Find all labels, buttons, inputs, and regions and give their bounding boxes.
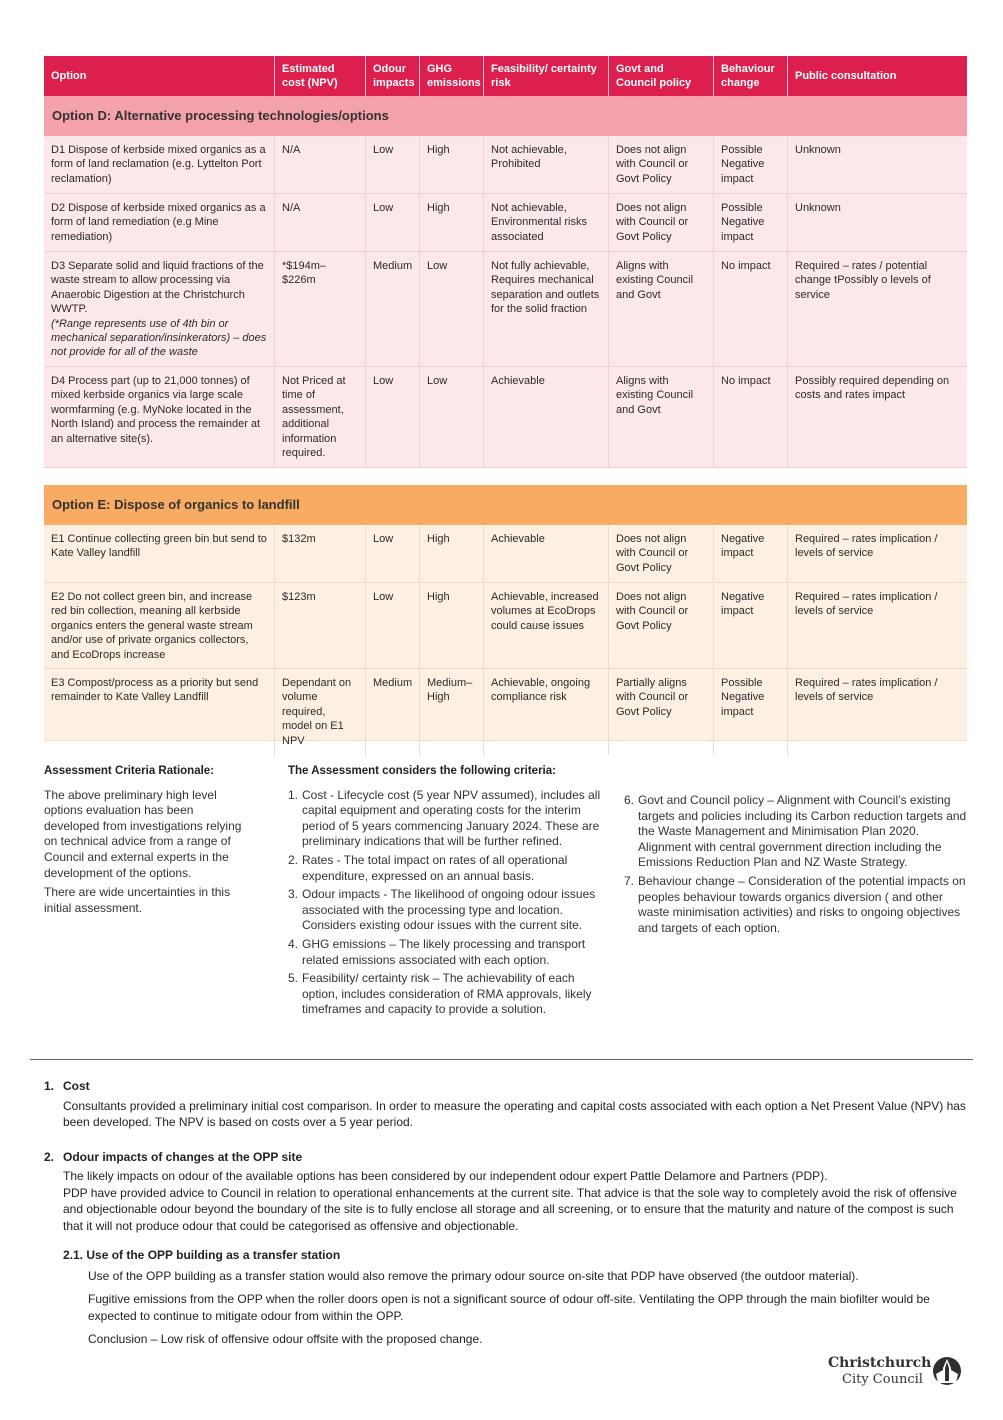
criteria-list-right (624, 793, 969, 939)
behaviour-cell: No impact (714, 367, 788, 467)
table-row (44, 136, 967, 194)
table-row (44, 194, 967, 252)
ghg-cell: High (420, 583, 484, 669)
rationale-heading: Assessment Criteria Rationale: (44, 765, 215, 777)
odour-paragraph: PDP have provided advice to Council in relation to operational enhancements at the current site. That advice is that the sole way to completely avoid the risk of offensive and objectionable odour beyond the boundary of the site is to fully enclose all storage and all screening, or to ensure that the maturity and nature of the compost is such that it will not produce odour that could be categorised as offensive and objectionable. (63, 1185, 957, 1233)
conclusion-paragraph: Conclusion – Low risk of offensive odour offsite with the proposed change. (88, 1332, 483, 1346)
item-text: GHG emissions – The likely processing and transport related emissions associated with each option. (302, 936, 586, 967)
ghg-cell: High (420, 525, 484, 582)
logo-line-1: Christchurch (828, 1355, 932, 1371)
policy-cell: Does not align with Council or Govt Policy (609, 525, 714, 582)
odour-cell: Low (366, 194, 420, 251)
cost-cell: Not Priced at time of assessment, additional information required. (275, 367, 366, 467)
option-cell: D4 Process part (up to 21,000 tonnes) of mixed kerbside organics via large scale wormfarming (e.g. MyNoke located in the North Island) and process the remainder at an alternative site(s). (44, 367, 275, 467)
cost-paragraph: Consultants provided a preliminary initial cost comparison. In order to measure the operating and capital costs associated with each option a Net Present Value (NPV) has been developed. The NPV is based on costs over a 5 year period. (63, 1098, 966, 1129)
policy-cell: Does not align with Council or Govt Policy (609, 136, 714, 193)
criteria-item (288, 853, 608, 884)
consultation-cell: Unknown (795, 202, 841, 214)
section-number: 1. (44, 1079, 55, 1093)
behaviour-cell: Possible Negative impact (714, 136, 788, 193)
criteria-item (624, 793, 969, 871)
feasibility-cell: Not fully achievable, Requires mechanical separation and outlets for the solid fraction (484, 252, 609, 367)
table-header (44, 56, 967, 96)
criteria-item (288, 937, 608, 968)
policy-cell: Aligns with existing Council and Govt (609, 252, 714, 367)
consultation-cell: Required – rates implication / levels of service (795, 677, 938, 704)
option-note: (*Range represents use of 4th bin or mechanical separation/insinkerators) – does not provide for all of the waste (51, 317, 267, 359)
item-number: 2. (288, 852, 299, 867)
item-text: Cost - Lifecycle cost (5 year NPV assumed), includes all capital equipment and operating costs for the interim period of 5 years commencing January 2024. These are preliminary indications that will be further refined. (302, 787, 601, 849)
cost-cell: N/A (275, 136, 366, 193)
odour-cell: Low (366, 136, 420, 193)
item-number: 5. (288, 971, 299, 986)
subsection-heading: 2.1. Use of the OPP building as a transfer station (63, 1248, 341, 1262)
table-row (44, 367, 967, 468)
col-ghg: GHG emissions (420, 56, 484, 96)
item-number: 6. (624, 793, 635, 807)
consultation-cell: Required – rates implication / levels of service (795, 533, 938, 560)
criteria-item (288, 887, 608, 934)
odour-cell: Medium (366, 252, 420, 367)
cathedral-icon (932, 1356, 962, 1388)
option-cell: E2 Do not collect green bin, and increase red bin collection, meaning all kerbside organics enters the general waste stream and/or use of private organics collectors, and EcoDrops increase (44, 583, 275, 669)
section-divider (30, 1059, 973, 1060)
cost-cell: Dependant on volume required, model on E1 NPV (275, 669, 366, 755)
rationale-paragraph: The above preliminary high level options evaluation has been developed from investigations relying on technical advice from a range of Council and external experts in the development of the options. (44, 787, 242, 880)
item-number: 4. (288, 936, 299, 951)
ghg-cell: High (420, 136, 484, 193)
policy-cell: Does not align with Council or Govt Policy (609, 194, 714, 251)
criteria-item (288, 788, 608, 850)
ghg-cell: Medium–High (420, 669, 484, 755)
item-number: 3. (288, 887, 299, 902)
option-e-title: Option E: Dispose of organics to landfill (44, 485, 967, 525)
behaviour-cell: No impact (714, 252, 788, 367)
table-row (44, 525, 967, 583)
table-row (44, 252, 967, 367)
feasibility-cell: Not achievable, Prohibited (484, 136, 609, 193)
policy-cell: Does not align with Council or Govt Policy (609, 583, 714, 669)
feasibility-cell: Achievable (484, 525, 609, 582)
odour-cell: Low (366, 367, 420, 467)
feasibility-cell: Achievable, increased volumes at EcoDrops could cause issues (484, 583, 609, 669)
subsection-paragraph: Fugitive emissions from the OPP when the roller doors open is not a significant source of odour off-site. Ventilating the OPP through the main biofilter would be expected to continue to mitigate odour from within the OPP. (88, 1292, 930, 1323)
item-text: Feasibility/ certainty risk – The achievability of each option, includes consideration of RMA approvals, likely timeframes and capacity to provide a solution. (302, 971, 592, 1017)
cost-cell: *$194m–$226m (275, 252, 366, 367)
consultation-cell: Unknown (795, 144, 841, 156)
section-number: 2. (44, 1149, 55, 1164)
section-title: Odour impacts of changes at the OPP site (63, 1149, 303, 1164)
section-heading-cost (44, 1078, 974, 1095)
behaviour-cell: Negative impact (714, 583, 788, 669)
col-behaviour: Behaviour change (714, 56, 788, 96)
assessment-rationale (44, 764, 249, 920)
option-cell: E1 Continue collecting green bin but send to Kate Valley landfill (44, 525, 275, 582)
feasibility-cell: Achievable, ongoing compliance risk (484, 669, 609, 755)
criteria-heading: The Assessment considers the following criteria: (288, 765, 556, 777)
consultation-cell: Required – rates / potential change tPossibly o levels of service (795, 260, 931, 301)
ghg-cell: Low (420, 367, 484, 467)
odour-paragraph: The likely impacts on odour of the available options has been considered by our independent odour expert Pattle Delamore and Partners (PDP). (63, 1169, 828, 1183)
feasibility-cell: Achievable (484, 367, 609, 467)
odour-cell: Low (366, 525, 420, 582)
section-title: Cost (63, 1079, 90, 1093)
item-text: Odour impacts - The likelihood of ongoing odour issues associated with the processing type and location. Considers existing odour issues with the current site. (302, 887, 596, 933)
item-text: Govt and Council policy – Alignment with Council’s existing targets and policies including its Carbon reduction targets and the Waste Management and Minimisation Plan 2020. Alignment with central government direction including the Emissions Reduction Plan and NZ Waste Strategy. (638, 793, 967, 870)
odour-cell: Low (366, 583, 420, 669)
item-number: 7. (624, 873, 635, 888)
criteria-item (624, 874, 969, 936)
table-row (44, 583, 967, 669)
logo-line-2: City Council (842, 1372, 923, 1387)
col-consultation: Public consultation (795, 70, 897, 82)
policy-cell: Partially aligns with Council or Govt Policy (609, 669, 714, 755)
option-cell (44, 252, 275, 367)
option-cell: D2 Dispose of kerbside mixed organics as a form of land remediation (e.g Mine remediation) (44, 194, 275, 251)
criteria-item (288, 971, 608, 1018)
item-text: Rates - The total impact on rates of all operational expenditure, expressed on an annual basis. (302, 852, 568, 883)
section-heading-odour (44, 1149, 974, 1166)
consultation-cell: Required – rates implication / levels of service (795, 591, 938, 618)
option-d-title: Option D: Alternative processing technologies/options (44, 96, 967, 136)
numbered-sections (44, 1078, 974, 1348)
subsection-paragraph: Use of the OPP building as a transfer station would also remove the primary odour source on-site that PDP have observed (the outdoor material). (88, 1268, 859, 1283)
option-cell: D1 Dispose of kerbside mixed organics as a form of land reclamation (e.g. Lyttelton Port reclamation) (44, 136, 275, 193)
cost-cell: $132m (275, 525, 366, 582)
option-text: D3 Separate solid and liquid fractions of the waste stream to allow processing via Anaerobic Digestion at the Christchurch WWTP. (51, 260, 264, 316)
ghg-cell: High (420, 194, 484, 251)
behaviour-cell: Negative impact (714, 525, 788, 582)
item-number: 1. (288, 787, 299, 802)
consultation-cell: Possibly required depending on costs and rates impact (795, 375, 950, 402)
cost-cell: N/A (275, 194, 366, 251)
feasibility-cell: Not achievable, Environmental risks associated (484, 194, 609, 251)
policy-cell: Aligns with existing Council and Govt (609, 367, 714, 467)
col-cost: Estimated cost (NPV) (275, 56, 366, 96)
col-policy: Govt and Council policy (609, 56, 714, 96)
options-table (44, 56, 967, 747)
ghg-cell: Low (420, 252, 484, 367)
rationale-paragraph: There are wide uncertainties in this initial assessment. (44, 885, 231, 915)
behaviour-cell: Possible Negative impact (714, 194, 788, 251)
christchurch-city-council-logo (826, 1355, 966, 1389)
col-option: Option (44, 56, 275, 96)
col-feasibility: Feasibility/ certainty risk (484, 56, 609, 96)
table-row (44, 669, 967, 747)
col-odour: Odour impacts (366, 56, 420, 96)
option-cell: E3 Compost/process as a priority but send remainder to Kate Valley Landfill (44, 669, 275, 755)
behaviour-cell: Possible Negative impact (714, 669, 788, 755)
odour-cell: Medium (366, 669, 420, 755)
criteria-list-left (288, 764, 608, 1021)
cost-cell: $123m (275, 583, 366, 669)
item-text: Behaviour change – Consideration of the potential impacts on peoples behaviour towards organics diversion ( and other waste minimisation activities) and risks to ongoing objectives and targets of each option. (638, 873, 966, 935)
